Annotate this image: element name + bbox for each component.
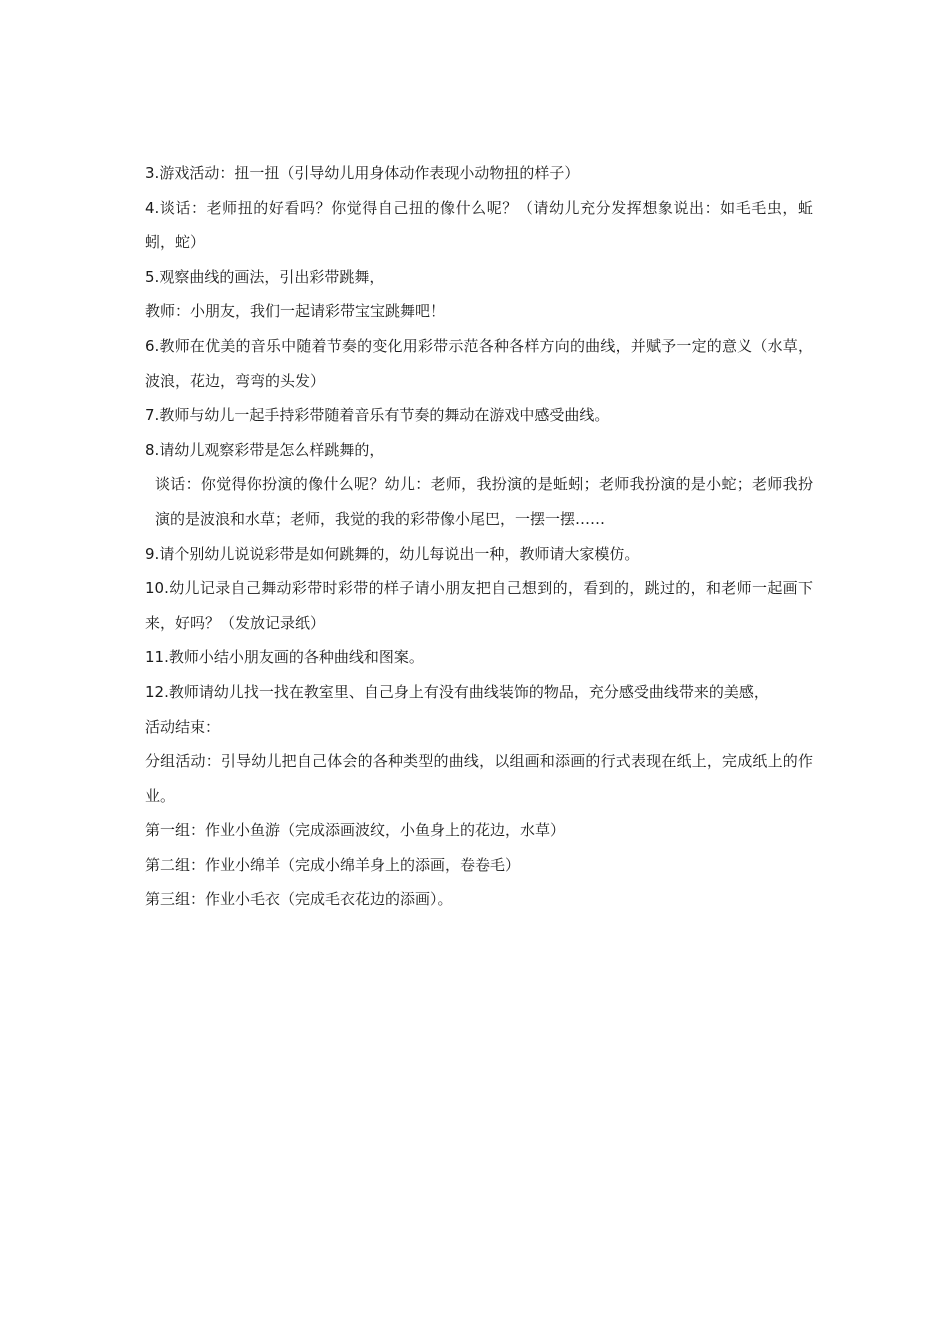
step-number: 11.	[145, 648, 169, 667]
paragraph-text: 教师与幼儿一起手持彩带随着音乐有节奏的舞动在游戏中感受曲线。	[159, 406, 610, 425]
step-number: 3.	[145, 164, 160, 182]
paragraph-step-9	[145, 537, 813, 572]
paragraph-teacher-line	[145, 294, 813, 329]
paragraph-step-4	[145, 191, 813, 260]
step-number: 10.	[145, 579, 169, 598]
paragraph-activity-end	[145, 710, 813, 745]
paragraph-step-5	[145, 260, 813, 295]
paragraph-group-2	[145, 848, 813, 883]
paragraph-text: 第一组：作业小鱼游（完成添画波纹，小鱼身上的花边，水草）	[145, 821, 566, 840]
step-number: 4.	[145, 198, 160, 217]
paragraph-text: 第三组：作业小毛衣（完成毛衣花边的添画）。	[145, 890, 453, 909]
paragraph-group-1	[145, 813, 813, 848]
paragraph-group-3	[145, 882, 813, 917]
step-number: 7.	[145, 406, 160, 425]
paragraph-text: 请幼儿观察彩带是怎么样跳舞的，	[159, 440, 385, 459]
paragraph-text: 游戏活动：扭一扭（引导幼儿用身体动作表现小动物扭的样子）	[159, 164, 580, 182]
paragraph-text: 教师小结小朋友画的各种曲线和图案。	[168, 648, 424, 667]
paragraph-step-12	[145, 675, 813, 710]
paragraph-text: 谈话：你觉得你扮演的像什么呢？幼儿：老师，我扮演的是蚯蚓；老师我扮演的是小蛇；老师我扮演的是波浪和水草；老师，我觉的我的彩带像小尾巴，一摆一摆……	[155, 475, 813, 528]
paragraph-text: 教师请幼儿找一找在教室里、自己身上有没有曲线装饰的物品，充分感受曲线带来的美感，	[168, 682, 769, 701]
paragraph-step-7	[145, 398, 813, 433]
step-number: 12.	[145, 682, 169, 701]
paragraph-text: 幼儿记录自己舞动彩带时彩带的样子请小朋友把自己想到的，看到的，跳过的，和老师一起画下来，好吗？（发放记录纸）	[145, 579, 813, 632]
paragraph-step-10	[145, 571, 813, 640]
paragraph-text: 观察曲线的画法，引出彩带跳舞，	[159, 267, 385, 286]
step-number: 5.	[145, 267, 160, 286]
paragraph-group-activity	[145, 744, 813, 813]
paragraph-step-3	[145, 156, 813, 191]
document-body	[145, 156, 813, 917]
paragraph-text: 教师在优美的音乐中随着节奏的变化用彩带示范各种各样方向的曲线，并赋予一定的意义（水草，波浪，花边，弯弯的头发）	[145, 336, 813, 390]
paragraph-conversation	[145, 467, 813, 536]
paragraph-text: 第二组：作业小绵羊（完成小绵羊身上的添画，卷卷毛）	[145, 855, 521, 874]
step-number: 6.	[145, 336, 160, 355]
paragraph-text: 谈话：老师扭的好看吗？你觉得自己扭的像什么呢？（请幼儿充分发挥想象说出：如毛毛虫，蚯蚓，蛇）	[145, 198, 813, 252]
paragraph-text: 请个别幼儿说说彩带是如何跳舞的，幼儿每说出一种，教师请大家模仿。	[159, 544, 640, 563]
paragraph-text: 活动结束：	[145, 717, 221, 736]
step-number: 8.	[145, 440, 160, 459]
paragraph-step-8	[145, 433, 813, 468]
step-number: 9.	[145, 544, 160, 563]
paragraph-step-6	[145, 329, 813, 398]
paragraph-text: 分组活动：引导幼儿把自己体会的各种类型的曲线，以组画和添画的行式表现在纸上，完成纸上的作业。	[145, 752, 813, 805]
paragraph-step-11	[145, 640, 813, 675]
paragraph-text: 教师：小朋友，我们一起请彩带宝宝跳舞吧！	[145, 302, 446, 321]
